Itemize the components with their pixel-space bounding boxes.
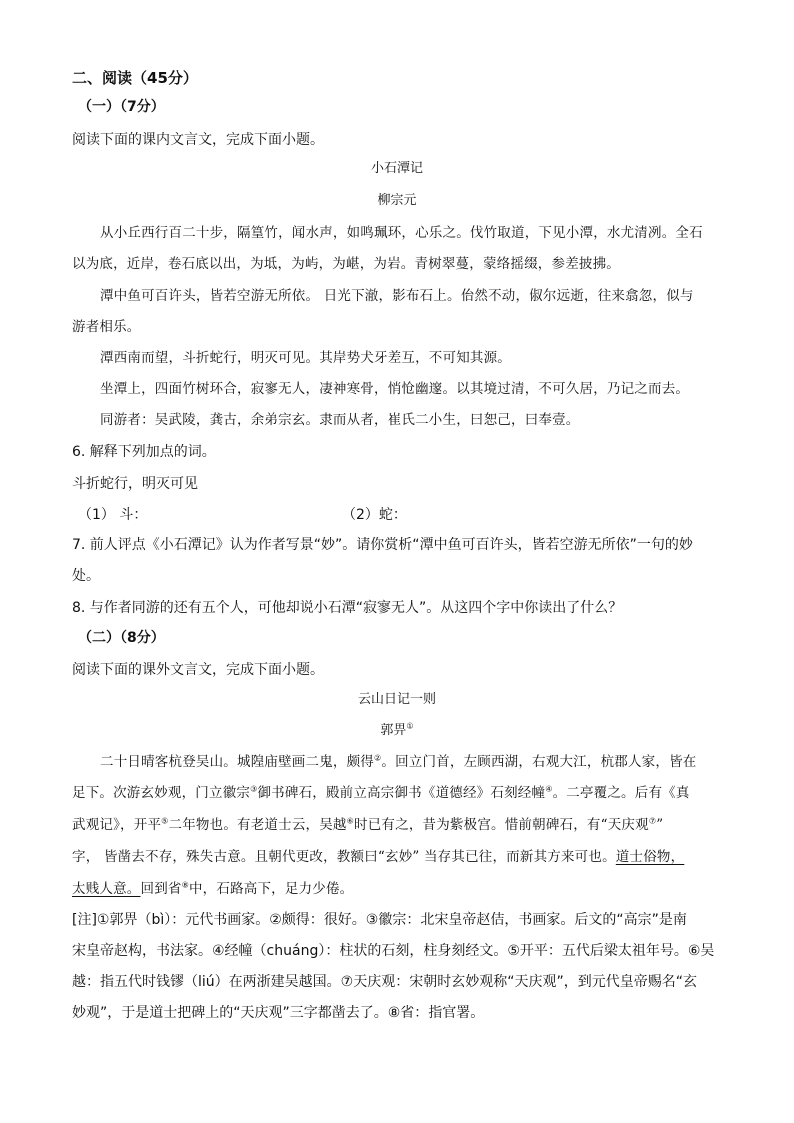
note-mark: ⑤ xyxy=(161,816,169,826)
passage2-text: 字， 皆凿去不存，殊失古意。且朝代更改，教额曰“玄妙” 当存其已往，而新其方来可也。 xyxy=(72,849,616,865)
annotation-line: [注]①郭畀（bì）：元代书画家。②颇得：很好。③徽宗：北宋皇帝赵佶，书画家。后文的“高宗”是南 xyxy=(72,912,687,928)
part2-author xyxy=(0,721,794,741)
passage1-line: 以为底，近岸，卷石底以出，为坻，为屿，为嵁，为岩。青树翠蔓，蒙络摇缀，参差披拂。 xyxy=(72,256,620,272)
passage2-line xyxy=(72,879,353,899)
passage1-line: 潭西南而望，斗折蛇行，明灭可见。其岸势犬牙差互，不可知其源。 xyxy=(100,350,511,366)
question-7: 7. 前人评点《小石潭记》认为作者写景“妙”。请你赏析“潭中鱼可百许头，皆若空游无所依”一句的妙 xyxy=(72,537,693,553)
note-mark: ① xyxy=(406,721,414,731)
annotation-line: 越：指五代时钱镠（liú）在两浙建吴越国。⑦天庆观：宋朝时玄妙观称“天庆观”，到元代皇帝赐名“玄 xyxy=(72,974,697,990)
passage2-text: 时已有之，昔为紫极宫。惜前朝碑石，有“天庆观 xyxy=(354,817,649,833)
passage2-text: 御书碑石，殿前立高宗御书《道德经》石刻经幢 xyxy=(257,785,546,801)
passage2-text: 。二亭覆之。后有《真 xyxy=(552,785,690,801)
passage2-line xyxy=(72,815,663,835)
passage2-text: ” xyxy=(656,817,664,833)
passage2-line xyxy=(72,783,690,803)
part1-title: 小石潭记 xyxy=(370,161,423,176)
annotation-line: 宋皇帝赵构，书法家。④经幢（chuáng）：柱状的石刻，柱身刻经文。⑤开平：五代后梁太祖年号。⑥吴 xyxy=(72,943,715,959)
passage2-text: 中，石路高下，足力少倦。 xyxy=(188,881,354,897)
passage2-text: 武观记》，开平 xyxy=(72,817,162,833)
passage2-text: 足下。次游玄妙观，门立徽宗 xyxy=(72,785,251,801)
part1-author: 柳宗元 xyxy=(377,193,417,208)
question-6: 6. 解释下列加点的词。 xyxy=(72,444,216,460)
underlined-sentence: 道士俗物， xyxy=(615,849,685,865)
question-6-sentence: 斗折蛇行，明灭可见 xyxy=(72,476,198,492)
part2-title: 云山日记一则 xyxy=(357,692,436,707)
passage1-line: 潭中鱼可百许头，皆若空游无所依。 日光下澈，影布石上。佁然不动，俶尔远逝，往来翕忽，似与 xyxy=(100,288,694,304)
passage2-text: 回到省 xyxy=(140,881,182,897)
passage1-line: 游者相乐。 xyxy=(72,319,141,335)
passage2-text: 二年物也。有老道士云，吴越 xyxy=(168,817,347,833)
note-mark: ⑧ xyxy=(181,880,189,890)
question-6-blank-2: （2）蛇： xyxy=(342,507,407,523)
passage2-line xyxy=(100,752,696,772)
part2-instruction: 阅读下面的课外文言文，完成下面小题。 xyxy=(72,662,324,678)
note-mark: ⑥ xyxy=(346,816,355,826)
part1-heading: （一）（7分） xyxy=(78,99,165,115)
passage1-line: 坐潭上，四面竹树环合，寂寥无人，凄神寒骨，悄怆幽邃。以其境过清，不可久居，乃记之而去。 xyxy=(100,381,690,397)
passage2-text: 。回立门首，左顾西湖，右观大江，杭郡人家，皆在 xyxy=(381,754,697,770)
question-7-cont: 处。 xyxy=(72,568,100,584)
annotation-line: 妙观”，于是道士把碑上的“天庆观”三字都凿去了。⑧省：指官署。 xyxy=(72,1005,485,1021)
note-mark: ③ xyxy=(250,784,258,794)
author-name: 郭畀 xyxy=(380,723,407,738)
note-mark: ② xyxy=(374,753,382,763)
question-6-blank-1: （1） 斗： xyxy=(78,507,148,523)
section-title: 二、阅读（45分） xyxy=(72,69,198,87)
question-8: 8. 与作者同游的还有五个人，可他却说小石潭“寂寥无人”。从这四个字中你读出了什么？ xyxy=(72,600,623,616)
note-mark: ④ xyxy=(545,784,553,794)
underlined-sentence: 太贱人意。 xyxy=(72,881,141,897)
passage2-line xyxy=(72,847,684,867)
passage2-text: 二十日晴客杭登吴山。城隍庙壁画二鬼，颇得 xyxy=(100,754,374,770)
passage1-line: 从小丘西行百二十步，隔篁竹，闻水声，如鸣珮环，心乐之。伐竹取道，下见小潭，水尤清冽。全石 xyxy=(100,225,703,241)
passage1-line: 同游者：吴武陵，龚古，余弟宗玄。隶而从者，崔氏二小生，曰恕己，曰奉壹。 xyxy=(100,412,580,428)
part1-instruction: 阅读下面的课内文言文，完成下面小题。 xyxy=(72,132,324,148)
note-mark: ⑦ xyxy=(648,816,657,826)
part2-heading: （二）（8分） xyxy=(78,630,165,646)
